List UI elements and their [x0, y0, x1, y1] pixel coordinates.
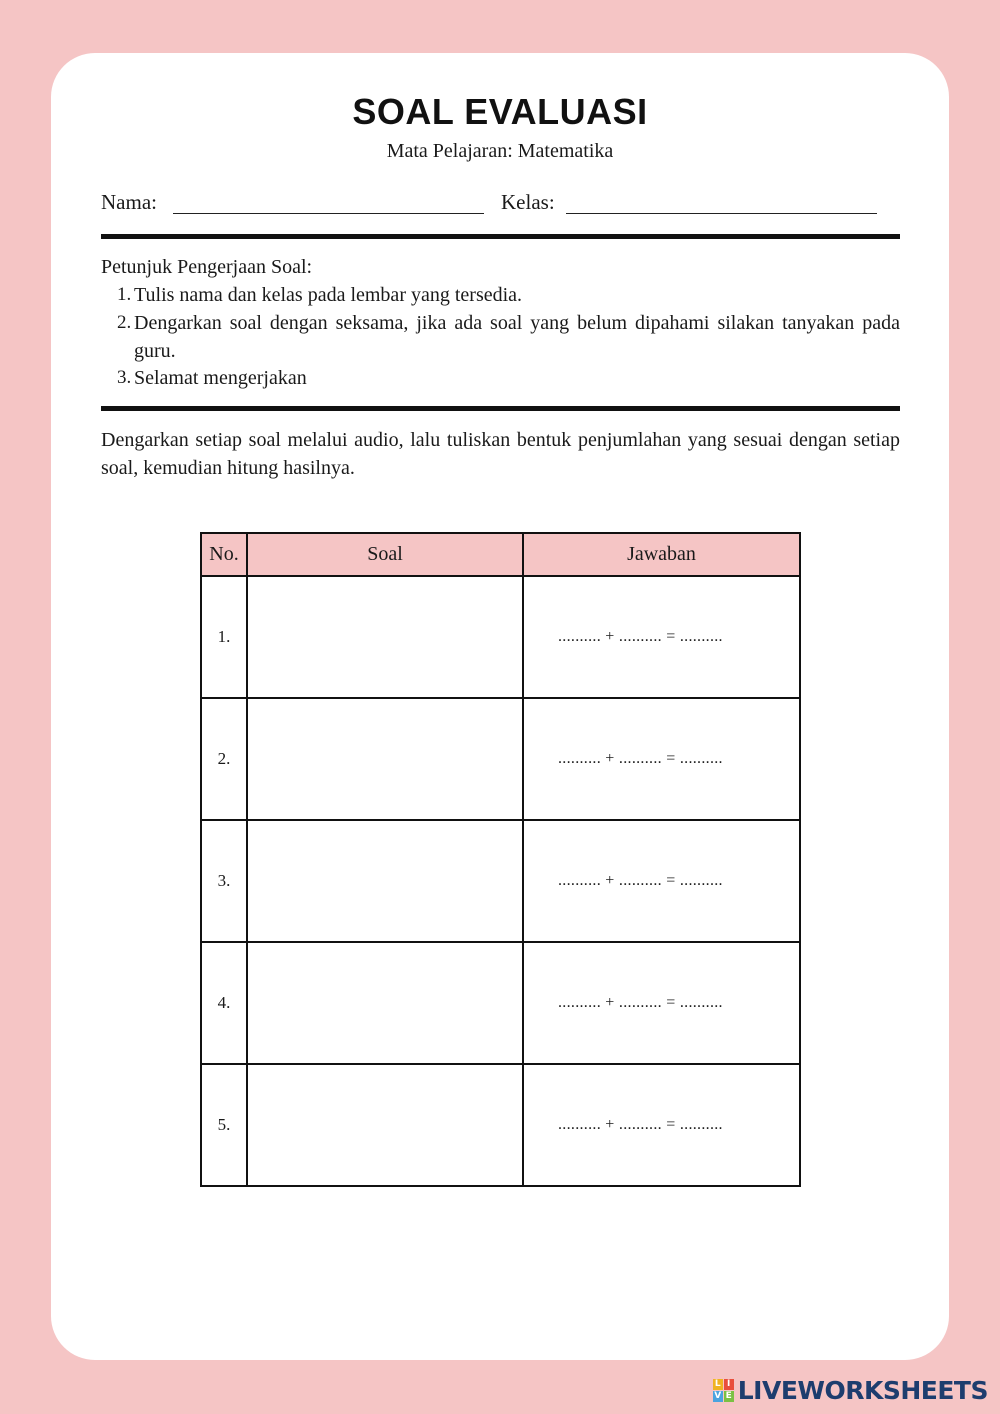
instruction-item: Selamat mengerjakan: [134, 367, 307, 389]
table-row: [201, 1064, 800, 1186]
row-number: 4.: [201, 942, 247, 1064]
logo-letter-tile: L: [713, 1379, 723, 1390]
answer-cell[interactable]: .......... + .......... = ..........: [523, 1064, 800, 1186]
liveworksheets-logo-icon: [713, 1379, 734, 1402]
divider-top: [101, 234, 900, 239]
name-label: Nama:: [101, 190, 157, 214]
instruction-item: Tulis nama dan kelas pada lembar yang tersedia.: [134, 284, 523, 306]
row-number: 1.: [201, 576, 247, 698]
header-soal: Soal: [247, 533, 523, 576]
row-number: 2.: [201, 698, 247, 820]
logo-text: LIVEWORKSHEETS: [737, 1375, 988, 1405]
table-row: [201, 576, 800, 698]
header-jawaban: Jawaban: [523, 533, 800, 576]
answer-cell[interactable]: .......... + .......... = ..........: [523, 942, 800, 1064]
soal-cell: [247, 820, 523, 942]
class-field[interactable]: [566, 213, 877, 214]
worksheet-title: SOAL EVALUASI: [352, 91, 648, 132]
soal-cell: [247, 942, 523, 1064]
table-row: [201, 820, 800, 942]
table-header-row: [201, 533, 800, 576]
instruction-item: Dengarkan soal dengan seksama, jika ada soal yang belum dipahami silakan tanyakan pada guru.: [134, 312, 900, 362]
table-row: [201, 698, 800, 820]
worksheet-subtitle: Mata Pelajaran: Matematika: [386, 140, 614, 162]
task-instruction: Dengarkan setiap soal melalui audio, lalu tuliskan bentuk penjumlahan yang sesuai dengan setiap soal, kemudian hitung hasilnya.: [101, 429, 900, 479]
logo-letter-tile: V: [714, 1391, 722, 1401]
answer-cell[interactable]: .......... + .......... = ..........: [523, 576, 800, 698]
logo-letter-tile: I: [724, 1379, 734, 1390]
header-no: No.: [201, 533, 247, 576]
instruction-number: 2.: [117, 312, 132, 333]
soal-cell: [247, 1064, 523, 1186]
logo-letter-tile: E: [725, 1391, 732, 1401]
soal-cell: [247, 698, 523, 820]
divider-bottom: [101, 406, 900, 411]
answer-cell[interactable]: .......... + .......... = ..........: [523, 698, 800, 820]
class-label: Kelas:: [501, 190, 555, 214]
row-number: 3.: [201, 820, 247, 942]
instruction-number: 3.: [117, 367, 132, 388]
answer-table: [200, 532, 801, 1187]
liveworksheets-logo: [713, 1375, 988, 1405]
table-row: [201, 942, 800, 1064]
soal-cell: [247, 576, 523, 698]
answer-cell[interactable]: .......... + .......... = ..........: [523, 820, 800, 942]
instruction-number: 1.: [117, 284, 132, 305]
name-field[interactable]: [173, 213, 484, 214]
row-number: 5.: [201, 1064, 247, 1186]
instructions-heading: Petunjuk Pengerjaan Soal:: [101, 256, 313, 278]
